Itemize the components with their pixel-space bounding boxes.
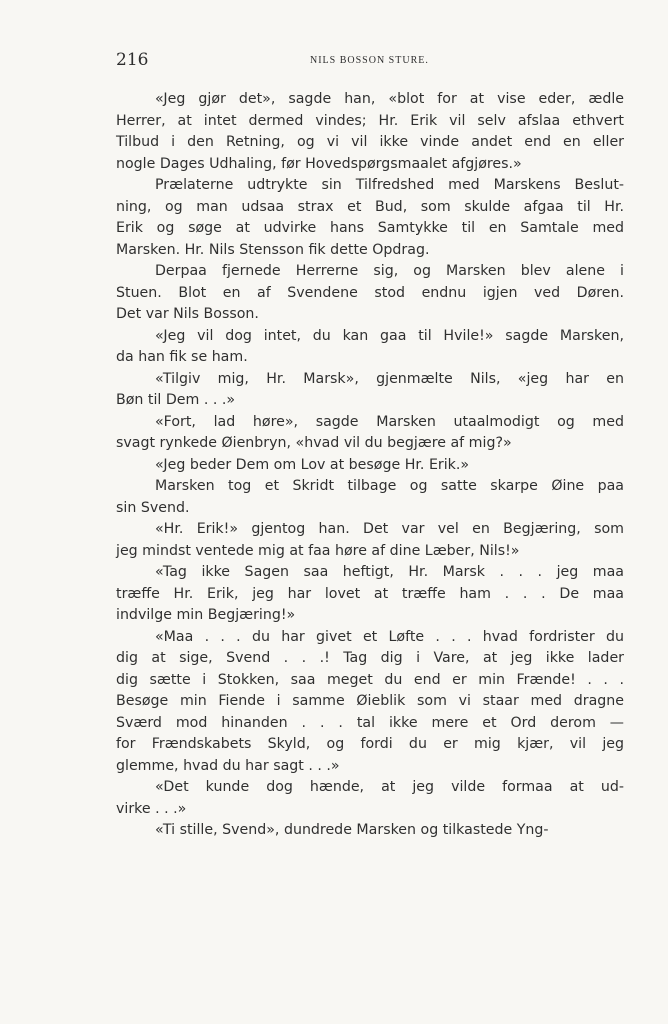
text-line: Besøge min Fiende i samme Øieblik som vi staar med dragne <box>116 693 624 709</box>
text-line: sin Svend. <box>116 499 190 516</box>
text-line: dig at sige, Svend . . .! Tag dig i Vare, at jeg ikke lader <box>116 650 624 666</box>
text-line: Bøn til Dem . . .» <box>116 392 236 408</box>
text-line: Marsken. Hr. Nils Stensson fik dette Opdrag. <box>116 241 430 258</box>
text-line: «Ti stille, Svend», dundrede Marsken og tilkastede Yng- <box>155 822 549 838</box>
text-line: jeg mindst ventede mig at faa høre af dine Læber, Nils!» <box>116 542 520 559</box>
text-line: Erik og søge at udvirke hans Samtykke til en Samtale med <box>116 220 624 236</box>
paragraph <box>116 412 624 455</box>
paragraph <box>116 519 624 562</box>
running-head: NILS BOSSON STURE. <box>310 55 429 66</box>
paragraph <box>116 369 624 412</box>
text-line: Stuen. Blot en af Svendene stod endnu igjen ved Døren. <box>116 284 624 301</box>
text-line: indvilge min Begjæring!» <box>116 607 296 623</box>
text-line: «Maa . . . du har givet et Løfte . . . hvad fordrister du <box>155 628 624 645</box>
text-line: nogle Dages Udhaling, før Hovedspørgsmaalet afgjøres.» <box>116 155 522 172</box>
body-text <box>116 89 624 842</box>
text-line: «Fort, lad høre», sagde Marsken utaalmodigt og med <box>155 413 624 430</box>
text-line: virke . . .» <box>116 800 187 817</box>
page-header <box>116 50 628 74</box>
text-line: Sværd mod hinanden . . . tal ikke mere et Ord derom — <box>116 714 624 731</box>
text-line: Tilbud i den Retning, og vi vil ikke vinde andet end en eller <box>116 134 624 150</box>
text-line: dig sætte i Stokken, saa meget du end er min Frænde! . . . <box>116 671 624 688</box>
text-line: glemme, hvad du har sagt . . .» <box>116 757 340 774</box>
page-number: 216 <box>116 50 149 70</box>
paragraph <box>116 326 624 369</box>
text-line: træffe Hr. Erik, jeg har lovet at træffe ham . . . De maa <box>116 585 624 602</box>
text-line: Prælaterne udtrykte sin Tilfredshed med Marskens Beslut- <box>155 177 624 193</box>
text-line: da han fik se ham. <box>116 349 248 365</box>
text-line: «Hr. Erik!» gjentog han. Det var vel en Begjæring, som <box>155 521 624 537</box>
paragraph <box>116 175 624 261</box>
text-line: «Jeg gjør det», sagde han, «blot for at vise eder, ædle <box>155 91 624 107</box>
paragraph <box>116 455 624 477</box>
paragraph <box>116 820 624 842</box>
paragraph <box>116 627 624 778</box>
text-line: Herrer, at intet dermed vindes; Hr. Erik vil selv afslaa ethvert <box>116 112 624 129</box>
paragraph <box>116 777 624 820</box>
paragraph <box>116 261 624 326</box>
text-line: «Jeg vil dog intet, du kan gaa til Hvile!» sagde Marsken, <box>155 327 624 344</box>
text-line: svagt rynkede Øienbryn, «hvad vil du begjære af mig?» <box>116 435 512 451</box>
text-line: Marsken tog et Skridt tilbage og satte skarpe Øine paa <box>155 478 624 494</box>
text-line: for Frændskabets Skyld, og fordi du er mig kjær, vil jeg <box>116 736 624 752</box>
text-line: Det var Nils Bosson. <box>116 306 259 322</box>
text-line: «Det kunde dog hænde, at jeg vilde formaa at ud- <box>155 779 624 795</box>
text-line: ning, og man udsaa strax et Bud, som skulde afgaa til Hr. <box>116 198 624 215</box>
paragraph <box>116 89 624 175</box>
paragraph <box>116 562 624 627</box>
text-line: «Tilgiv mig, Hr. Marsk», gjenmælte Nils, «jeg har en <box>155 370 624 387</box>
text-line: Derpaa fjernede Herrerne sig, og Marsken blev alene i <box>155 263 624 279</box>
text-line: «Jeg beder Dem om Lov at besøge Hr. Erik.» <box>155 456 470 473</box>
paragraph <box>116 476 624 519</box>
text-line: «Tag ikke Sagen saa heftigt, Hr. Marsk . . . jeg maa <box>155 564 624 580</box>
